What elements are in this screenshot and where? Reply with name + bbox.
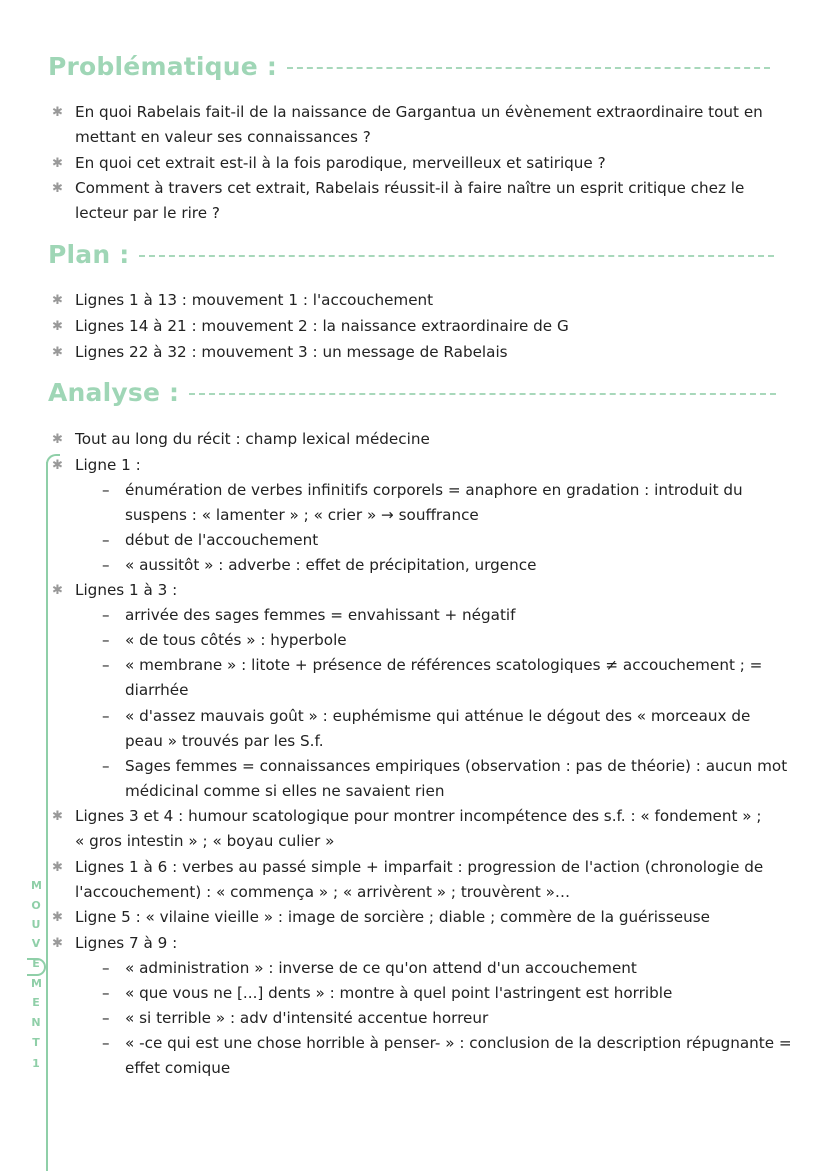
dash-icon: – xyxy=(102,556,110,574)
analyse-line: Lignes 7 à 9 : xyxy=(75,934,178,952)
analyse-line: « d'assez mauvais goût » : euphémisme qui atténue le dégout des « morceaux de xyxy=(125,707,751,725)
analyse-line: « administration » : inverse de ce qu'on attend d'un accouchement xyxy=(125,959,637,977)
analyse-line: « aussitôt » : adverbe : effet de précipitation, urgence xyxy=(125,556,537,574)
bullet-icon: ✱ xyxy=(52,181,63,196)
analyse-line: « si terrible » : adv d'intensité accentue horreur xyxy=(125,1009,489,1027)
analyse-line: médicinal comme si elles ne savaient rien xyxy=(125,782,445,800)
margin-letter: N xyxy=(31,1016,41,1029)
heading-dashed-rule xyxy=(189,393,776,395)
bullet-icon: ✱ xyxy=(52,910,63,925)
margin-letter: V xyxy=(31,937,41,950)
heading-dashed-rule xyxy=(287,67,770,69)
analyse-line: « -ce qui est une chose horrible à penser- » : conclusion de la description répugnante = xyxy=(125,1034,792,1052)
bullet-icon: ✱ xyxy=(52,809,63,824)
margin-letter: 1 xyxy=(32,1057,40,1070)
analyse-line: « membrane » : litote + présence de références scatologiques ≠ accouchement ; = xyxy=(125,656,763,674)
dash-icon: – xyxy=(102,1009,110,1027)
analyse-line: début de l'accouchement xyxy=(125,531,319,549)
heading-analyse xyxy=(48,378,776,407)
analyse-line: énumération de verbes infinitifs corporels = anaphore en gradation : introduit du xyxy=(125,481,743,499)
section-title: Analyse : xyxy=(48,378,180,407)
dash-icon: – xyxy=(102,984,110,1002)
analyse-line: arrivée des sages femmes = envahissant + négatif xyxy=(125,606,516,624)
bullet-icon: ✱ xyxy=(52,458,63,473)
problematique-line: mettant en valeur ses connaissances ? xyxy=(75,128,371,146)
analyse-line: l'accouchement) : « commença » ; « arrivèrent » ; trouvèrent »… xyxy=(75,883,571,901)
plan-item: Lignes 1 à 13 : mouvement 1 : l'accouchement xyxy=(75,291,434,309)
analyse-line: peau » trouvés par les S.f. xyxy=(125,732,324,750)
dash-icon: – xyxy=(102,1034,110,1052)
analyse-line: effet comique xyxy=(125,1059,231,1077)
heading-problematique xyxy=(48,52,770,81)
margin-letter: M xyxy=(31,879,42,892)
analyse-line: Ligne 5 : « vilaine vieille » : image de sorcière ; diable ; commère de la guérisseuse xyxy=(75,908,710,926)
analyse-line: Lignes 1 à 6 : verbes au passé simple + imparfait : progression de l'action (chronologie de xyxy=(75,858,764,876)
margin-letter: U xyxy=(31,918,41,931)
dash-icon: – xyxy=(102,481,110,499)
dash-icon: – xyxy=(102,531,110,549)
bullet-icon: ✱ xyxy=(52,432,63,447)
margin-letter: E xyxy=(32,996,40,1009)
dash-icon: – xyxy=(102,959,110,977)
plan-item: Lignes 22 à 32 : mouvement 3 : un message de Rabelais xyxy=(75,343,508,361)
analyse-line: suspens : « lamenter » ; « crier » → souffrance xyxy=(125,506,479,524)
margin-letter: T xyxy=(32,1036,40,1049)
bullet-icon: ✱ xyxy=(52,936,63,951)
analyse-line: Ligne 1 : xyxy=(75,456,141,474)
problematique-line: En quoi Rabelais fait-il de la naissance de Gargantua un évènement extraordinaire tout en xyxy=(75,103,763,121)
problematique-line: lecteur par le rire ? xyxy=(75,204,220,222)
analyse-line: Tout au long du récit : champ lexical médecine xyxy=(75,430,430,448)
analyse-line: Lignes 1 à 3 : xyxy=(75,581,178,599)
problematique-line: Comment à travers cet extrait, Rabelais réussit-il à faire naître un esprit critique chez le xyxy=(75,179,745,197)
analyse-line: « de tous côtés » : hyperbole xyxy=(125,631,347,649)
section-title: Plan : xyxy=(48,240,130,269)
problematique-line: En quoi cet extrait est-il à la fois parodique, merveilleux et satirique ? xyxy=(75,154,606,172)
section-title: Problématique : xyxy=(48,52,278,81)
analyse-line: « gros intestin » ; « boyau culier » xyxy=(75,832,335,850)
bullet-icon: ✱ xyxy=(52,583,63,598)
dash-icon: – xyxy=(102,606,110,624)
bullet-icon: ✱ xyxy=(52,156,63,171)
heading-plan xyxy=(48,240,774,269)
dash-icon: – xyxy=(102,656,110,674)
plan-item: Lignes 14 à 21 : mouvement 2 : la naissance extraordinaire de G xyxy=(75,317,569,335)
analyse-line: Lignes 3 et 4 : humour scatologique pour montrer incompétence des s.f. : « fondement » ; xyxy=(75,807,762,825)
dash-icon: – xyxy=(102,757,110,775)
bullet-icon: ✱ xyxy=(52,319,63,334)
margin-letter: O xyxy=(31,899,41,912)
bullet-icon: ✱ xyxy=(52,293,63,308)
dash-icon: – xyxy=(102,631,110,649)
margin-letter: E xyxy=(32,957,40,970)
analyse-line: Sages femmes = connaissances empiriques (observation : pas de théorie) : aucun mot xyxy=(125,757,788,775)
margin-letter: M xyxy=(31,977,42,990)
bullet-icon: ✱ xyxy=(52,105,63,120)
bullet-icon: ✱ xyxy=(52,345,63,360)
bullet-icon: ✱ xyxy=(52,860,63,875)
analyse-line: « que vous ne [...] dents » : montre à quel point l'astringent est horrible xyxy=(125,984,673,1002)
heading-dashed-rule xyxy=(139,255,774,257)
analyse-line: diarrhée xyxy=(125,681,189,699)
dash-icon: – xyxy=(102,707,110,725)
margin-bracket-line xyxy=(46,462,48,1171)
